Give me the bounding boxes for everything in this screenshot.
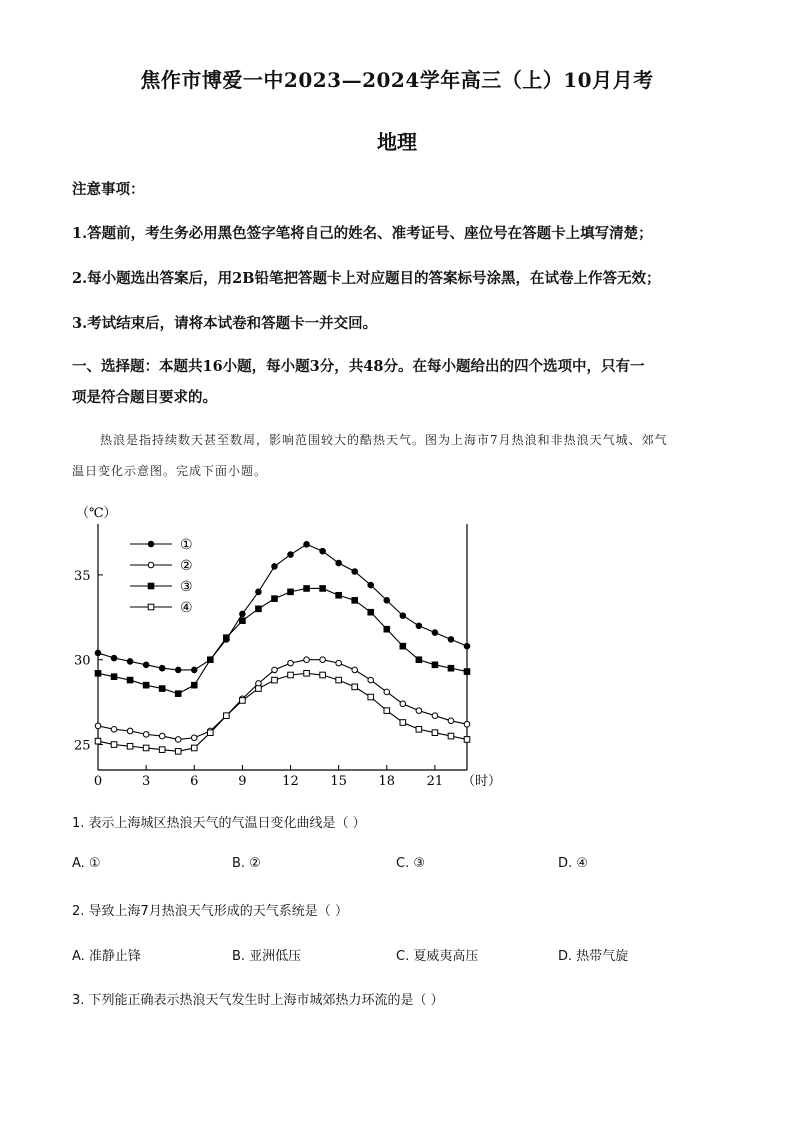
x-axis-label: （时） [462, 774, 502, 789]
q1-option-c: C. ③ [396, 856, 425, 871]
data-point-s1 [368, 582, 374, 588]
x-tick-label: 3 [141, 774, 151, 789]
data-point-s2 [432, 713, 438, 719]
data-point-s3 [400, 643, 406, 649]
data-point-s4 [368, 694, 374, 700]
data-point-s2 [352, 667, 358, 673]
data-point-s4 [191, 745, 197, 751]
notice-item-2: 2.每小题选出答案后，用2B铅笔把答题卡上对应题目的答案标号涂黑，在试卷上作答无效； [72, 270, 661, 287]
data-point-s1 [175, 667, 181, 673]
legend-label-4: ④ [180, 600, 193, 616]
data-point-s2 [384, 689, 390, 695]
q1-option-b: B. ② [232, 856, 261, 871]
data-point-s4 [127, 743, 133, 749]
data-point-s3 [464, 669, 470, 675]
data-point-s1 [432, 630, 438, 636]
data-point-s2 [224, 713, 230, 719]
data-point-s1 [143, 662, 149, 668]
data-point-s1 [127, 659, 133, 665]
data-point-s2 [143, 732, 149, 738]
data-point-s1 [320, 548, 326, 554]
data-point-s2 [416, 708, 422, 714]
series-line-4 [98, 673, 467, 751]
data-point-s1 [224, 637, 230, 643]
data-point-s4 [208, 730, 214, 736]
x-tick-label: 21 [426, 774, 444, 789]
y-tick-label: 30 [74, 653, 91, 669]
data-point-s2 [320, 657, 326, 663]
q1-option-a: A. ① [72, 856, 101, 871]
series-line-2 [98, 660, 467, 740]
legend-marker-1 [148, 541, 154, 547]
data-point-s1 [159, 665, 165, 671]
data-point-s2 [304, 657, 310, 663]
data-point-s3 [320, 586, 326, 592]
legend-label-2: ② [180, 558, 193, 574]
data-point-s1 [272, 564, 278, 570]
series-line-1 [98, 544, 467, 670]
data-point-s4 [320, 672, 326, 678]
data-point-s1 [400, 613, 406, 619]
data-point-s4 [240, 698, 246, 704]
data-point-s4 [159, 747, 165, 753]
data-point-s3 [336, 592, 342, 598]
data-point-s2 [288, 660, 294, 666]
x-tick-label: 6 [190, 774, 199, 789]
data-point-s2 [191, 735, 197, 741]
section-heading-line1: 一、选择题：本题共16小题，每小题3分，共48分。在每小题给出的四个选项中，只有一 [72, 358, 645, 375]
legend-marker-4 [148, 604, 154, 610]
data-point-s1 [336, 560, 342, 566]
data-point-s4 [448, 733, 454, 739]
data-point-s4 [272, 677, 278, 683]
section-heading-line2: 项是符合题目要求的。 [72, 389, 217, 406]
data-point-s2 [464, 721, 470, 727]
data-point-s1 [240, 611, 246, 617]
question-2: 2. 导致上海7月热浪天气形成的天气系统是（ ） [72, 904, 348, 919]
y-tick-label: 25 [74, 738, 91, 754]
question-3: 3. 下列能正确表示热浪天气发生时上海市城郊热力环流的是（ ） [72, 993, 444, 1008]
data-point-s1 [111, 655, 117, 661]
notice-heading: 注意事项： [72, 181, 145, 198]
q1-option-d: D. ④ [558, 856, 588, 871]
data-point-s2 [272, 667, 278, 673]
data-point-s1 [288, 552, 294, 558]
legend-label-3: ③ [180, 579, 193, 595]
x-tick-label: 0 [93, 774, 103, 789]
data-point-s3 [175, 691, 181, 697]
data-point-s3 [432, 662, 438, 668]
data-point-s1 [208, 657, 214, 663]
data-point-s2 [256, 681, 262, 687]
data-point-s3 [448, 665, 454, 671]
q2-option-a: A. 准静止锋 [72, 949, 141, 964]
q2-option-d: D. 热带气旋 [558, 949, 629, 964]
y-axis-label: （℃） [76, 506, 117, 521]
data-point-s1 [256, 589, 262, 595]
data-point-s3 [416, 657, 422, 663]
q2-option-c: C. 夏威夷高压 [396, 949, 479, 964]
data-point-s3 [208, 657, 214, 663]
intro-line1: 热浪是指持续数天甚至数周，影响范围较大的酷热天气。图为上海市7月热浪和非热浪天气城、郊气 [100, 433, 668, 447]
legend-label-1: ① [180, 537, 193, 553]
subject-title: 地理 [377, 130, 417, 154]
data-point-s2 [111, 726, 117, 732]
data-point-s3 [95, 670, 101, 676]
data-point-s4 [336, 677, 342, 683]
data-point-s3 [191, 682, 197, 688]
data-point-s3 [384, 626, 390, 632]
data-point-s3 [368, 609, 374, 615]
data-point-s3 [111, 674, 117, 680]
data-point-s4 [175, 749, 181, 755]
data-point-s3 [352, 598, 358, 604]
data-point-s1 [191, 667, 197, 673]
data-point-s4 [95, 738, 101, 744]
data-point-s1 [448, 637, 454, 643]
data-point-s4 [384, 708, 390, 714]
data-point-s1 [416, 623, 422, 629]
data-point-s3 [288, 589, 294, 595]
data-point-s4 [288, 672, 294, 678]
page-title: 焦作市博爱一中2023—2024学年高三（上）10月月考 [140, 68, 654, 92]
notice-item-3: 3.考试结束后，请将本试卷和答题卡一并交回。 [72, 315, 378, 332]
data-point-s2 [175, 737, 181, 743]
data-point-s3 [272, 596, 278, 602]
data-point-s4 [400, 720, 406, 726]
data-point-s4 [224, 713, 230, 719]
data-point-s3 [240, 618, 246, 624]
x-tick-label: 9 [238, 774, 247, 789]
data-point-s4 [432, 730, 438, 736]
data-point-s3 [127, 677, 133, 683]
data-point-s4 [111, 742, 117, 748]
data-point-s2 [400, 701, 406, 707]
data-point-s4 [143, 745, 149, 751]
x-tick-label: 18 [378, 774, 396, 789]
data-point-s1 [464, 643, 470, 649]
data-point-s2 [95, 723, 101, 729]
data-point-s1 [352, 569, 358, 575]
data-point-s3 [143, 682, 149, 688]
data-point-s3 [159, 686, 165, 692]
data-point-s2 [127, 728, 133, 734]
data-point-s2 [240, 696, 246, 702]
data-point-s1 [95, 650, 101, 656]
question-1: 1. 表示上海城区热浪天气的气温日变化曲线是（ ） [72, 816, 366, 831]
data-point-s2 [368, 677, 374, 683]
data-point-s4 [416, 726, 422, 732]
y-tick-label: 35 [74, 568, 91, 584]
data-point-s4 [256, 686, 262, 692]
data-point-s3 [304, 586, 310, 592]
data-point-s4 [464, 737, 470, 743]
data-point-s2 [448, 718, 454, 724]
data-point-s4 [352, 684, 358, 690]
q2-option-b: B. 亚洲低压 [232, 949, 302, 964]
series-line-3 [98, 588, 467, 693]
data-point-s1 [384, 598, 390, 604]
notice-item-1: 1.答题前，考生务必用黑色签字笔将自己的姓名、准考证号、座位号在答题卡上填写清楚； [72, 225, 653, 242]
data-point-s2 [336, 660, 342, 666]
x-tick-label: 15 [330, 774, 347, 789]
legend-marker-2 [148, 562, 154, 568]
intro-line2: 温日变化示意图。完成下面小题。 [72, 464, 268, 478]
data-point-s3 [256, 606, 262, 612]
data-point-s3 [224, 635, 230, 641]
data-point-s1 [304, 542, 310, 548]
x-tick-label: 12 [282, 774, 299, 789]
legend-marker-3 [148, 583, 154, 589]
data-point-s4 [304, 670, 310, 676]
data-point-s2 [208, 728, 214, 734]
data-point-s2 [159, 733, 165, 739]
